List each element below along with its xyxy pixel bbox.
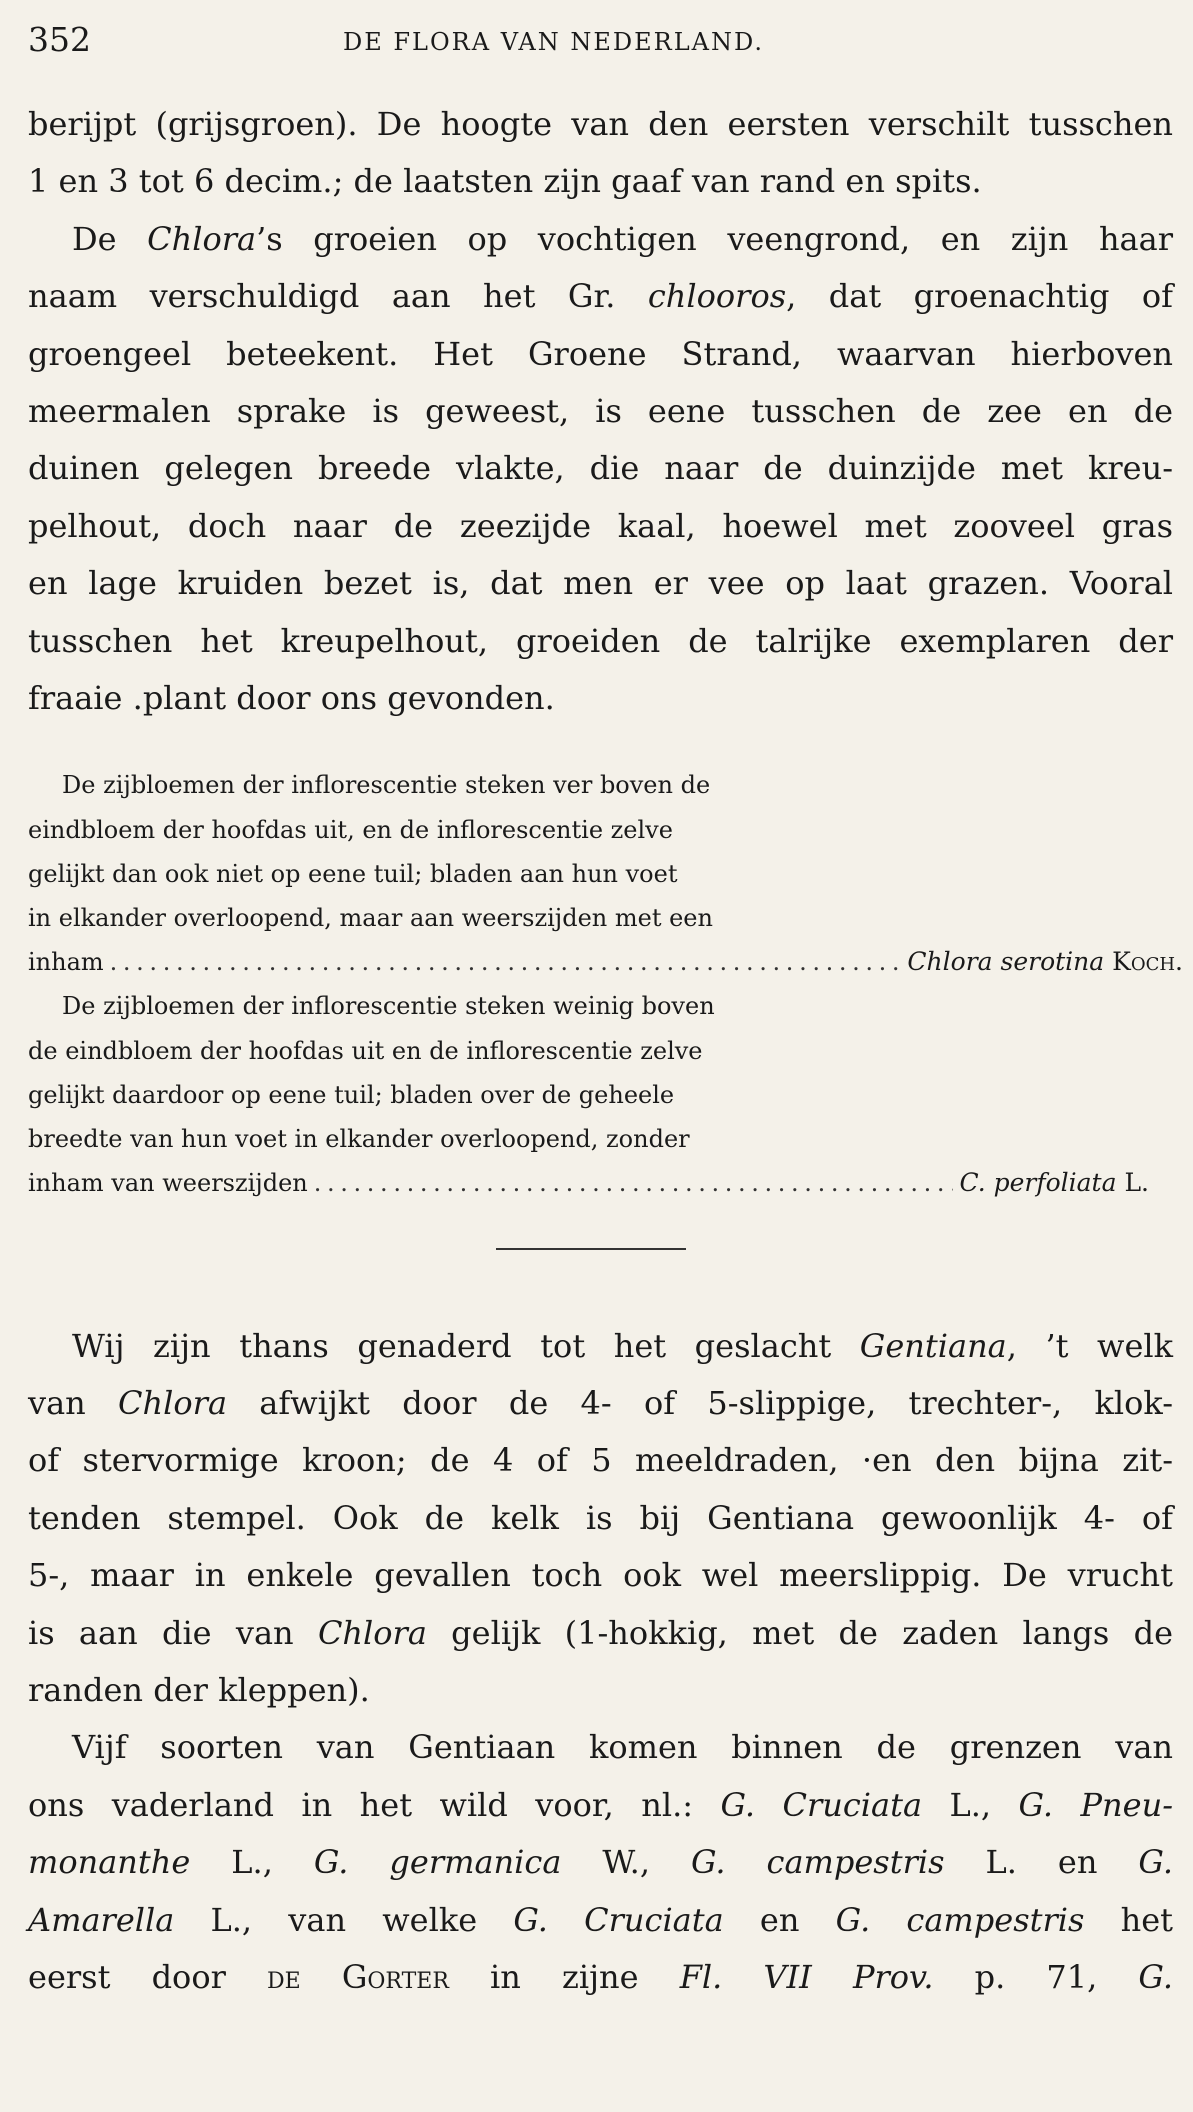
text-line	[28, 1949, 1173, 2006]
text-line	[28, 1605, 1173, 1662]
text-line: meermalen sprake is geweest, is eene tusschen de zee en de	[28, 392, 1173, 431]
leader-dots	[110, 940, 902, 984]
key-entry-c-perfoliata	[28, 984, 1183, 1205]
key-line-end: inham	[28, 948, 104, 977]
text-line	[28, 1834, 1173, 1891]
text-run: L.,	[190, 1843, 314, 1882]
text-line	[28, 1777, 1173, 1834]
species-name: G. Pneu-	[1018, 1785, 1174, 1824]
work-title: Fl. VII Prov.	[679, 1957, 934, 1996]
text-line: fraaie .plant door ons gevonden.	[28, 679, 555, 718]
text-run: ’s groeien op vochtigen veengrond, en zijn haar	[256, 219, 1174, 258]
text-line	[28, 1318, 1173, 1375]
section-divider	[496, 1248, 686, 1250]
paragraph-chlora-etymology	[28, 211, 1173, 728]
text-run: L. en	[944, 1843, 1139, 1882]
species-name: Chlora serotina	[907, 947, 1105, 977]
text-line: tenden stempel. Ook de kelk is bij Gentiana gewoonlijk 4- of	[28, 1498, 1173, 1537]
text-line: groengeel beteekent. Het Groene Strand, waarvan hierboven	[28, 334, 1173, 373]
text-run: gelijk (1-hokkig, met de zaden langs de	[426, 1613, 1174, 1652]
species-name: monanthe	[28, 1843, 191, 1882]
taxon-author: Koch.	[1112, 947, 1183, 977]
species-name: G. Cruciata	[513, 1900, 724, 1939]
species-name: G.	[1138, 1957, 1174, 1996]
text-run: W.,	[561, 1843, 691, 1882]
paragraph-gentiana	[28, 1318, 1173, 1720]
text-line	[28, 1375, 1173, 1432]
key-line-end: inham van weerszijden	[28, 1169, 308, 1198]
greek-word: chlooros	[647, 277, 787, 316]
key-line: De zijbloemen der inflorescentie steken weinig boven	[62, 992, 715, 1021]
genus-name: Chlora	[147, 219, 257, 258]
taxon-name	[959, 1161, 1149, 1205]
text-run: in zijne	[448, 1957, 680, 1996]
text-run: p. 71,	[933, 1957, 1139, 1996]
genus-name: Chlora	[317, 1613, 427, 1652]
paragraph-gentian-species	[28, 1719, 1173, 2006]
text-run: het	[1084, 1900, 1174, 1939]
text-line	[28, 211, 1173, 268]
key-line: gelijkt dan ook niet op eene tuil; bladen aan hun voet	[28, 859, 678, 888]
key-line: de eindbloem der hoofdas uit en de inflorescentie zelve	[28, 1036, 703, 1065]
running-title: DE FLORA VAN NEDERLAND.	[343, 28, 764, 56]
author-name: de Gorter	[267, 1957, 449, 1996]
text-line: tusschen het kreupelhout, groeiden de talrijke exemplaren der	[28, 621, 1173, 660]
key-entry-chlora-serotina	[28, 763, 1183, 984]
taxon-author: L.	[1124, 1168, 1149, 1198]
page-number: 352	[28, 20, 91, 59]
text-run: ons vaderland in het wild voor, nl.:	[28, 1785, 721, 1824]
taxon-name	[907, 940, 1183, 984]
species-name: G. campestris	[835, 1900, 1085, 1939]
species-name: G.	[1138, 1843, 1173, 1882]
text-run: en	[723, 1900, 836, 1939]
text-run: eerst door	[28, 1957, 268, 1996]
text-line: of stervormige kroon; de 4 of 5 meeldraden, ·en den bijna zit-	[28, 1441, 1173, 1480]
species-name: G. germanica	[313, 1843, 562, 1882]
text-run: naam verschuldigd aan het Gr.	[28, 277, 648, 316]
text-run: L.,	[922, 1785, 1019, 1824]
species-name: G. campestris	[690, 1843, 945, 1882]
text-line: randen der kleppen).	[28, 1670, 370, 1709]
text-run: L., van welke	[174, 1900, 514, 1939]
text-run: , ’t welk	[1006, 1326, 1174, 1365]
text-line	[28, 268, 1173, 325]
text-line: pelhout, doch naar de zeezijde kaal, hoewel met zooveel gras	[28, 506, 1173, 545]
key-line: De zijbloemen der inflorescentie steken ver boven de	[62, 771, 711, 800]
text-line	[28, 1892, 1173, 1949]
text-run: , dat groenachtig of	[786, 277, 1174, 316]
species-name: C. perfoliata	[959, 1168, 1117, 1198]
identification-key	[28, 763, 1183, 1205]
text-line: 5-, maar in enkele gevallen toch ook wel meerslippig. De vrucht	[28, 1556, 1173, 1595]
text-line: 1 en 3 tot 6 decim.; de laatsten zijn gaaf van rand en spits.	[28, 162, 982, 201]
text-run: De	[72, 219, 148, 258]
paragraph-continuation	[28, 96, 1173, 211]
key-line: in elkander overloopend, maar aan weerszijden met een	[28, 904, 713, 933]
key-line: gelijkt daardoor op eene tuil; bladen over de geheele	[28, 1080, 675, 1109]
key-line-with-taxon	[28, 1161, 1183, 1205]
text-line: duinen gelegen breede vlakte, die naar de duinzijde met kreu-	[28, 449, 1173, 488]
genus-name: Gentiana	[859, 1326, 1007, 1365]
key-line: breedte van hun voet in elkander overloopend, zonder	[28, 1125, 690, 1154]
text-run: van	[28, 1383, 119, 1422]
key-line: eindbloem der hoofdas uit, en de inflorescentie zelve	[28, 815, 673, 844]
genus-name: Chlora	[118, 1383, 228, 1422]
text-line: berijpt (grijsgroen). De hoogte van den eersten verschilt tusschen	[28, 105, 1173, 143]
species-name: Amarella	[28, 1900, 175, 1939]
text-line: Vijf soorten van Gentiaan komen binnen de grenzen van	[72, 1728, 1173, 1767]
text-run: is aan die van	[28, 1613, 318, 1652]
species-name: G. Cruciata	[720, 1785, 923, 1824]
text-run: Wij zijn thans genaderd tot het geslacht	[72, 1326, 860, 1365]
running-head	[28, 20, 1177, 64]
leader-dots	[314, 1161, 954, 1205]
text-line: en lage kruiden bezet is, dat men er vee op laat grazen. Vooral	[28, 564, 1173, 603]
text-run: afwijkt door de 4- of 5-slippige, trechter-, klok-	[227, 1383, 1174, 1422]
key-line-with-taxon	[28, 940, 1183, 984]
